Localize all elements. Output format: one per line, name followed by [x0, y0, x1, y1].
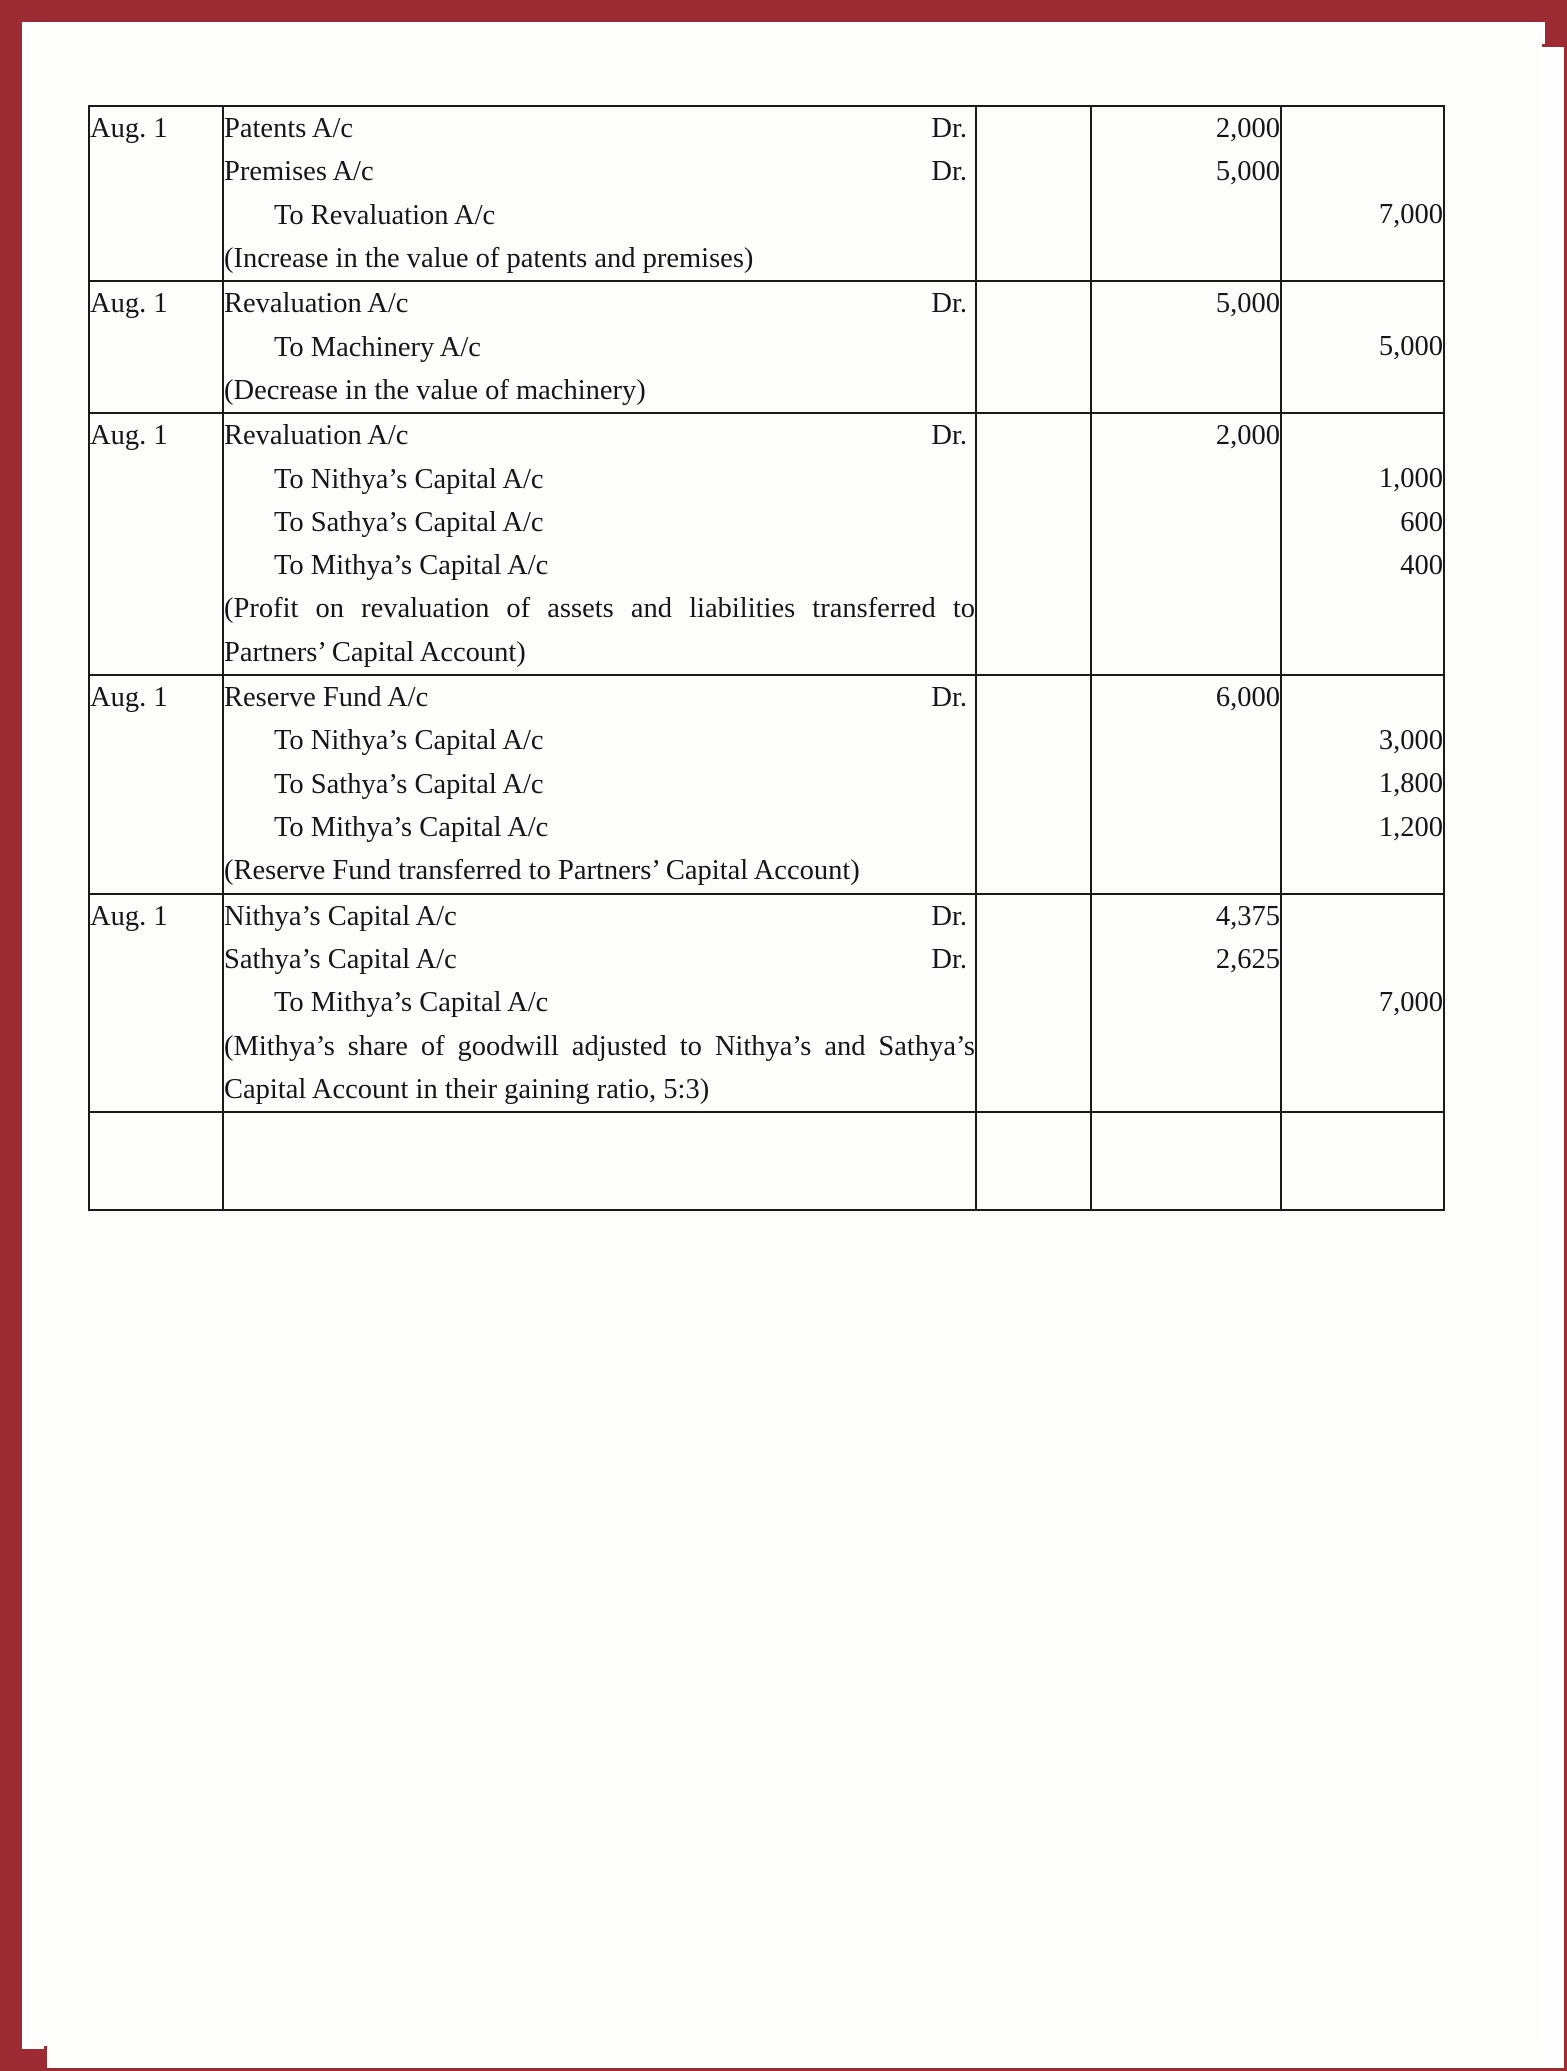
entry-date-cell [89, 675, 223, 894]
blank-cell [223, 1112, 976, 1210]
debit-amount [1092, 458, 1280, 501]
debit-amount [1092, 805, 1280, 848]
entry-particulars-cell [223, 281, 976, 413]
ledger-folio-cell [976, 894, 1091, 1113]
journal-entry-row [89, 413, 1444, 675]
entry-narration: (Profit on revaluation of assets and liabilities transferred to Partners’ Capital Account) [224, 593, 975, 668]
entry-date-cell [89, 281, 223, 413]
entry-account-line [224, 938, 975, 981]
entry-account-line [224, 895, 975, 938]
account-name: Patents A/c [224, 113, 354, 144]
entry-account-line [224, 107, 975, 150]
entry-account-line [224, 544, 975, 587]
entry-date: Aug. 1 [90, 682, 168, 714]
debit-amount: 2,000 [1215, 113, 1280, 144]
entry-account-line [224, 501, 975, 544]
debit-marker: Dr. [931, 682, 967, 714]
credit-amount-cell [1281, 894, 1444, 1113]
entry-narration: (Reserve Fund transferred to Partners’ Capital Account) [224, 855, 860, 887]
entry-date-cell [89, 106, 223, 281]
debit-marker: Dr. [931, 420, 967, 452]
account-name: To Revaluation A/c [274, 199, 496, 231]
blank-cell [89, 1112, 223, 1210]
entry-account-line [224, 981, 975, 1024]
credit-amount-cell [1281, 413, 1444, 675]
ledger-folio-cell [976, 413, 1091, 675]
debit-marker: Dr. [931, 113, 967, 144]
table-trailing-blank-row [89, 1112, 1444, 1210]
account-name: To Mithya’s Capital A/c [274, 550, 549, 582]
page-surface [25, 25, 1542, 2046]
credit-amount-cell [1281, 675, 1444, 894]
account-name: Reserve Fund A/c [224, 682, 429, 714]
account-name: Revaluation A/c [224, 420, 409, 452]
debit-amount [1092, 194, 1280, 237]
account-name: Premises A/c [224, 156, 374, 188]
debit-amount [1092, 981, 1280, 1024]
entry-date: Aug. 1 [90, 420, 168, 452]
credit-amount: 7,000 [1378, 199, 1443, 230]
entry-narration: (Increase in the value of patents and premises) [224, 242, 754, 274]
entry-particulars-cell [223, 413, 976, 675]
credit-amount: 1,200 [1378, 811, 1443, 843]
account-name: To Mithya’s Capital A/c [274, 812, 549, 843]
credit-amount: 1,000 [1378, 463, 1443, 495]
credit-amount: 400 [1400, 549, 1443, 581]
debit-amount: 2,625 [1215, 943, 1280, 975]
entry-account-line [224, 194, 975, 237]
entry-date-cell [89, 894, 223, 1113]
credit-amount-cell [1281, 281, 1444, 413]
debit-amount-cell [1091, 413, 1281, 675]
entry-account-line [224, 763, 975, 806]
ledger-folio-cell [976, 281, 1091, 413]
debit-amount [1092, 544, 1280, 587]
entry-account-line [224, 806, 975, 849]
account-name: To Nithya’s Capital A/c [274, 463, 544, 495]
credit-amount: 600 [1400, 506, 1443, 538]
journal-entries-table [88, 105, 1445, 1211]
debit-amount: 2,000 [1215, 420, 1280, 452]
debit-marker: Dr. [931, 288, 967, 320]
entry-particulars-cell [223, 675, 976, 894]
entry-date-cell [89, 413, 223, 675]
credit-amount: 3,000 [1378, 725, 1443, 757]
debit-amount-cell [1091, 281, 1281, 413]
blank-cell [976, 1112, 1091, 1210]
entry-account-line [224, 414, 975, 457]
journal-entry-row [89, 894, 1444, 1113]
account-name: To Sathya’s Capital A/c [274, 506, 544, 538]
credit-amount: 1,800 [1378, 768, 1443, 800]
ledger-folio-cell [976, 675, 1091, 894]
debit-amount-cell [1091, 675, 1281, 894]
debit-marker: Dr. [931, 943, 967, 975]
credit-amount [1282, 107, 1443, 150]
debit-marker: Dr. [931, 156, 967, 188]
entry-date: Aug. 1 [90, 113, 168, 144]
entry-account-line [224, 282, 975, 325]
account-name: Sathya’s Capital A/c [224, 943, 457, 975]
entry-account-line [224, 719, 975, 762]
journal-entry-row [89, 106, 1444, 281]
credit-amount [1282, 895, 1443, 938]
credit-amount: 7,000 [1378, 986, 1443, 1018]
debit-marker: Dr. [931, 900, 967, 932]
credit-amount-cell [1281, 106, 1444, 281]
credit-amount [1282, 150, 1443, 193]
debit-amount: 4,375 [1215, 900, 1280, 932]
account-name: Revaluation A/c [224, 288, 409, 320]
debit-amount-cell [1091, 106, 1281, 281]
account-name: Nithya’s Capital A/c [224, 900, 457, 932]
debit-amount [1092, 719, 1280, 762]
entry-account-line [224, 150, 975, 193]
account-name: To Sathya’s Capital A/c [274, 768, 544, 800]
entry-account-line [224, 676, 975, 719]
debit-amount [1092, 501, 1280, 544]
credit-amount [1282, 938, 1443, 981]
blank-cell [1281, 1112, 1444, 1210]
debit-amount-cell [1091, 894, 1281, 1113]
entry-narration: (Decrease in the value of machinery) [224, 374, 646, 406]
debit-amount: 6,000 [1215, 682, 1280, 714]
entry-date: Aug. 1 [90, 288, 168, 320]
entry-particulars-cell [223, 106, 976, 281]
journal-entry-row [89, 281, 1444, 413]
blank-cell [1091, 1112, 1281, 1210]
debit-amount [1092, 762, 1280, 805]
debit-amount: 5,000 [1215, 288, 1280, 320]
entry-account-line [224, 458, 975, 501]
account-name: To Nithya’s Capital A/c [274, 725, 544, 757]
ledger-folio-cell [976, 106, 1091, 281]
credit-amount [1282, 282, 1443, 325]
credit-amount [1282, 414, 1443, 457]
account-name: To Mithya’s Capital A/c [274, 987, 549, 1019]
credit-amount [1282, 676, 1443, 719]
credit-amount: 5,000 [1378, 331, 1443, 363]
debit-amount [1092, 326, 1280, 369]
journal-entry-row [89, 675, 1444, 894]
account-name: To Machinery A/c [274, 331, 481, 363]
entry-account-line [224, 326, 975, 369]
entry-date: Aug. 1 [90, 900, 168, 932]
entry-particulars-cell [223, 894, 976, 1113]
entry-narration: (Mithya’s share of goodwill adjusted to Nithya’s and Sathya’s Capital Account in their gaining ratio, 5:3) [224, 1030, 975, 1105]
debit-amount: 5,000 [1215, 156, 1280, 188]
